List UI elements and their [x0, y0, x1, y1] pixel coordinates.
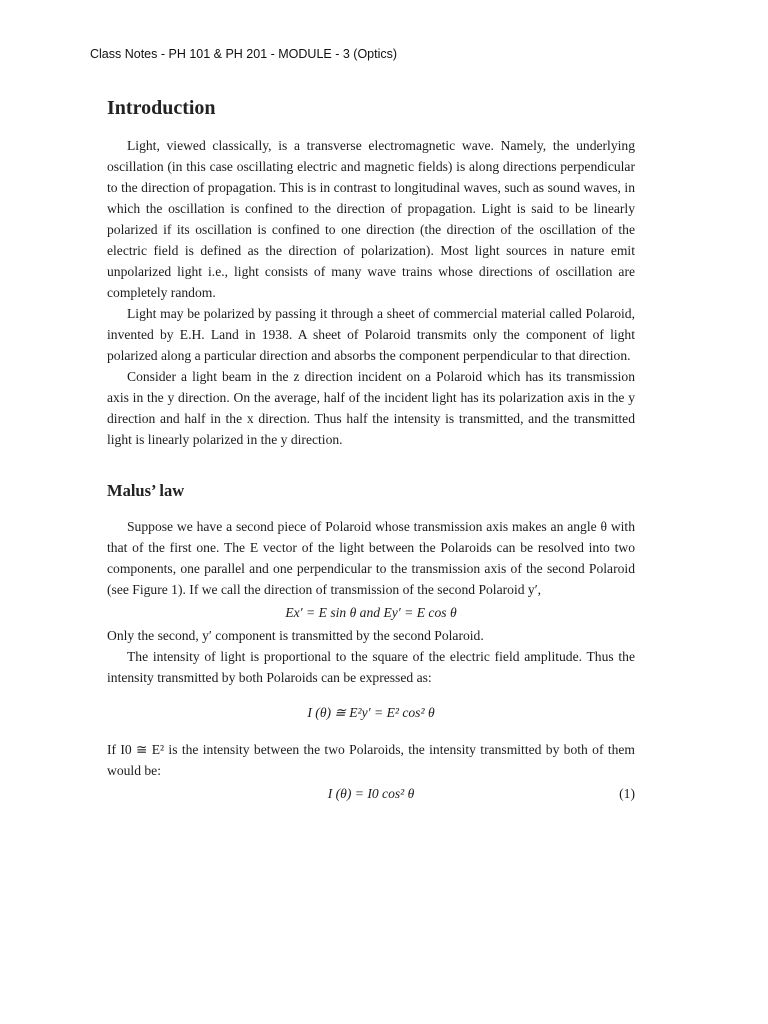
equation-components: Ex′ = E sin θ and Ey′ = E cos θ — [285, 605, 457, 620]
page-header: Class Notes - PH 101 & PH 201 - MODULE - 3 (Optics) — [90, 47, 398, 61]
document-body — [107, 96, 635, 806]
malus-paragraph-2: Only the second, y′ component is transmitted by the second Polaroid. — [107, 628, 484, 643]
malus-paragraph-1: Suppose we have a second piece of Polaroid whose transmission axis makes an angle θ with that of the first one. The E vector of the light between the Polaroids can be resolved into two components, one parallel and one perpendicular to the transmission axis of the second Polaroid (see Figure 1). If we call the direction of transmission of the second Polaroid y′, — [107, 519, 635, 597]
equation-malus-law-body: I (θ) = I0 cos² θ — [327, 786, 415, 801]
intro-paragraph-2: Light may be polarized by passing it through a sheet of commercial material called Polaroid, invented by E.H. Land in 1938. A sheet of Polaroid transmits only the component of light polarized along a particular direction and absorbs the component perpendicular to that direction. — [107, 306, 635, 363]
section-title-introduction: Introduction — [107, 97, 216, 119]
intro-paragraph-3: Consider a light beam in the z direction incident on a Polaroid which has its transmission axis in the y direction. On the average, half of the incident light has its polarization axis in the y direction and half in the x direction. Thus half the intensity is transmitted, and the transmitted light is linearly polarized in the y direction. — [107, 369, 635, 447]
equation-number: (1) — [619, 786, 635, 801]
malus-paragraph-3: The intensity of light is proportional to the square of the electric field amplitude. Thus the intensity transmitted by both Polaroids can be expressed as: — [107, 649, 635, 685]
section-title-malus-law: Malus’ law — [107, 481, 185, 500]
intro-paragraph-1: Light, viewed classically, is a transverse electromagnetic wave. Namely, the underlying oscillation (in this case oscillating electric and magnetic fields) is along directions perpendicular to the direction of propagation. This is in contrast to longitudinal waves, such as sound waves, in which the oscillation is confined to the direction of propagation. Light is said to be linearly polarized if its oscillation is confined to one direction (the direction of the oscillation of the electric field is defined as the direction of polarization). Most light sources in nature emit unpolarized light i.e., light consists of many wave trains whose directions of oscillation are completely random. — [107, 138, 635, 300]
equation-intensity: I (θ) ≅ E²y′ = E² cos² θ — [307, 705, 435, 720]
equation-malus-law — [107, 783, 635, 804]
malus-paragraph-4: If I0 ≅ E² is the intensity between the two Polaroids, the intensity transmitted by both of them would be: — [107, 742, 635, 778]
